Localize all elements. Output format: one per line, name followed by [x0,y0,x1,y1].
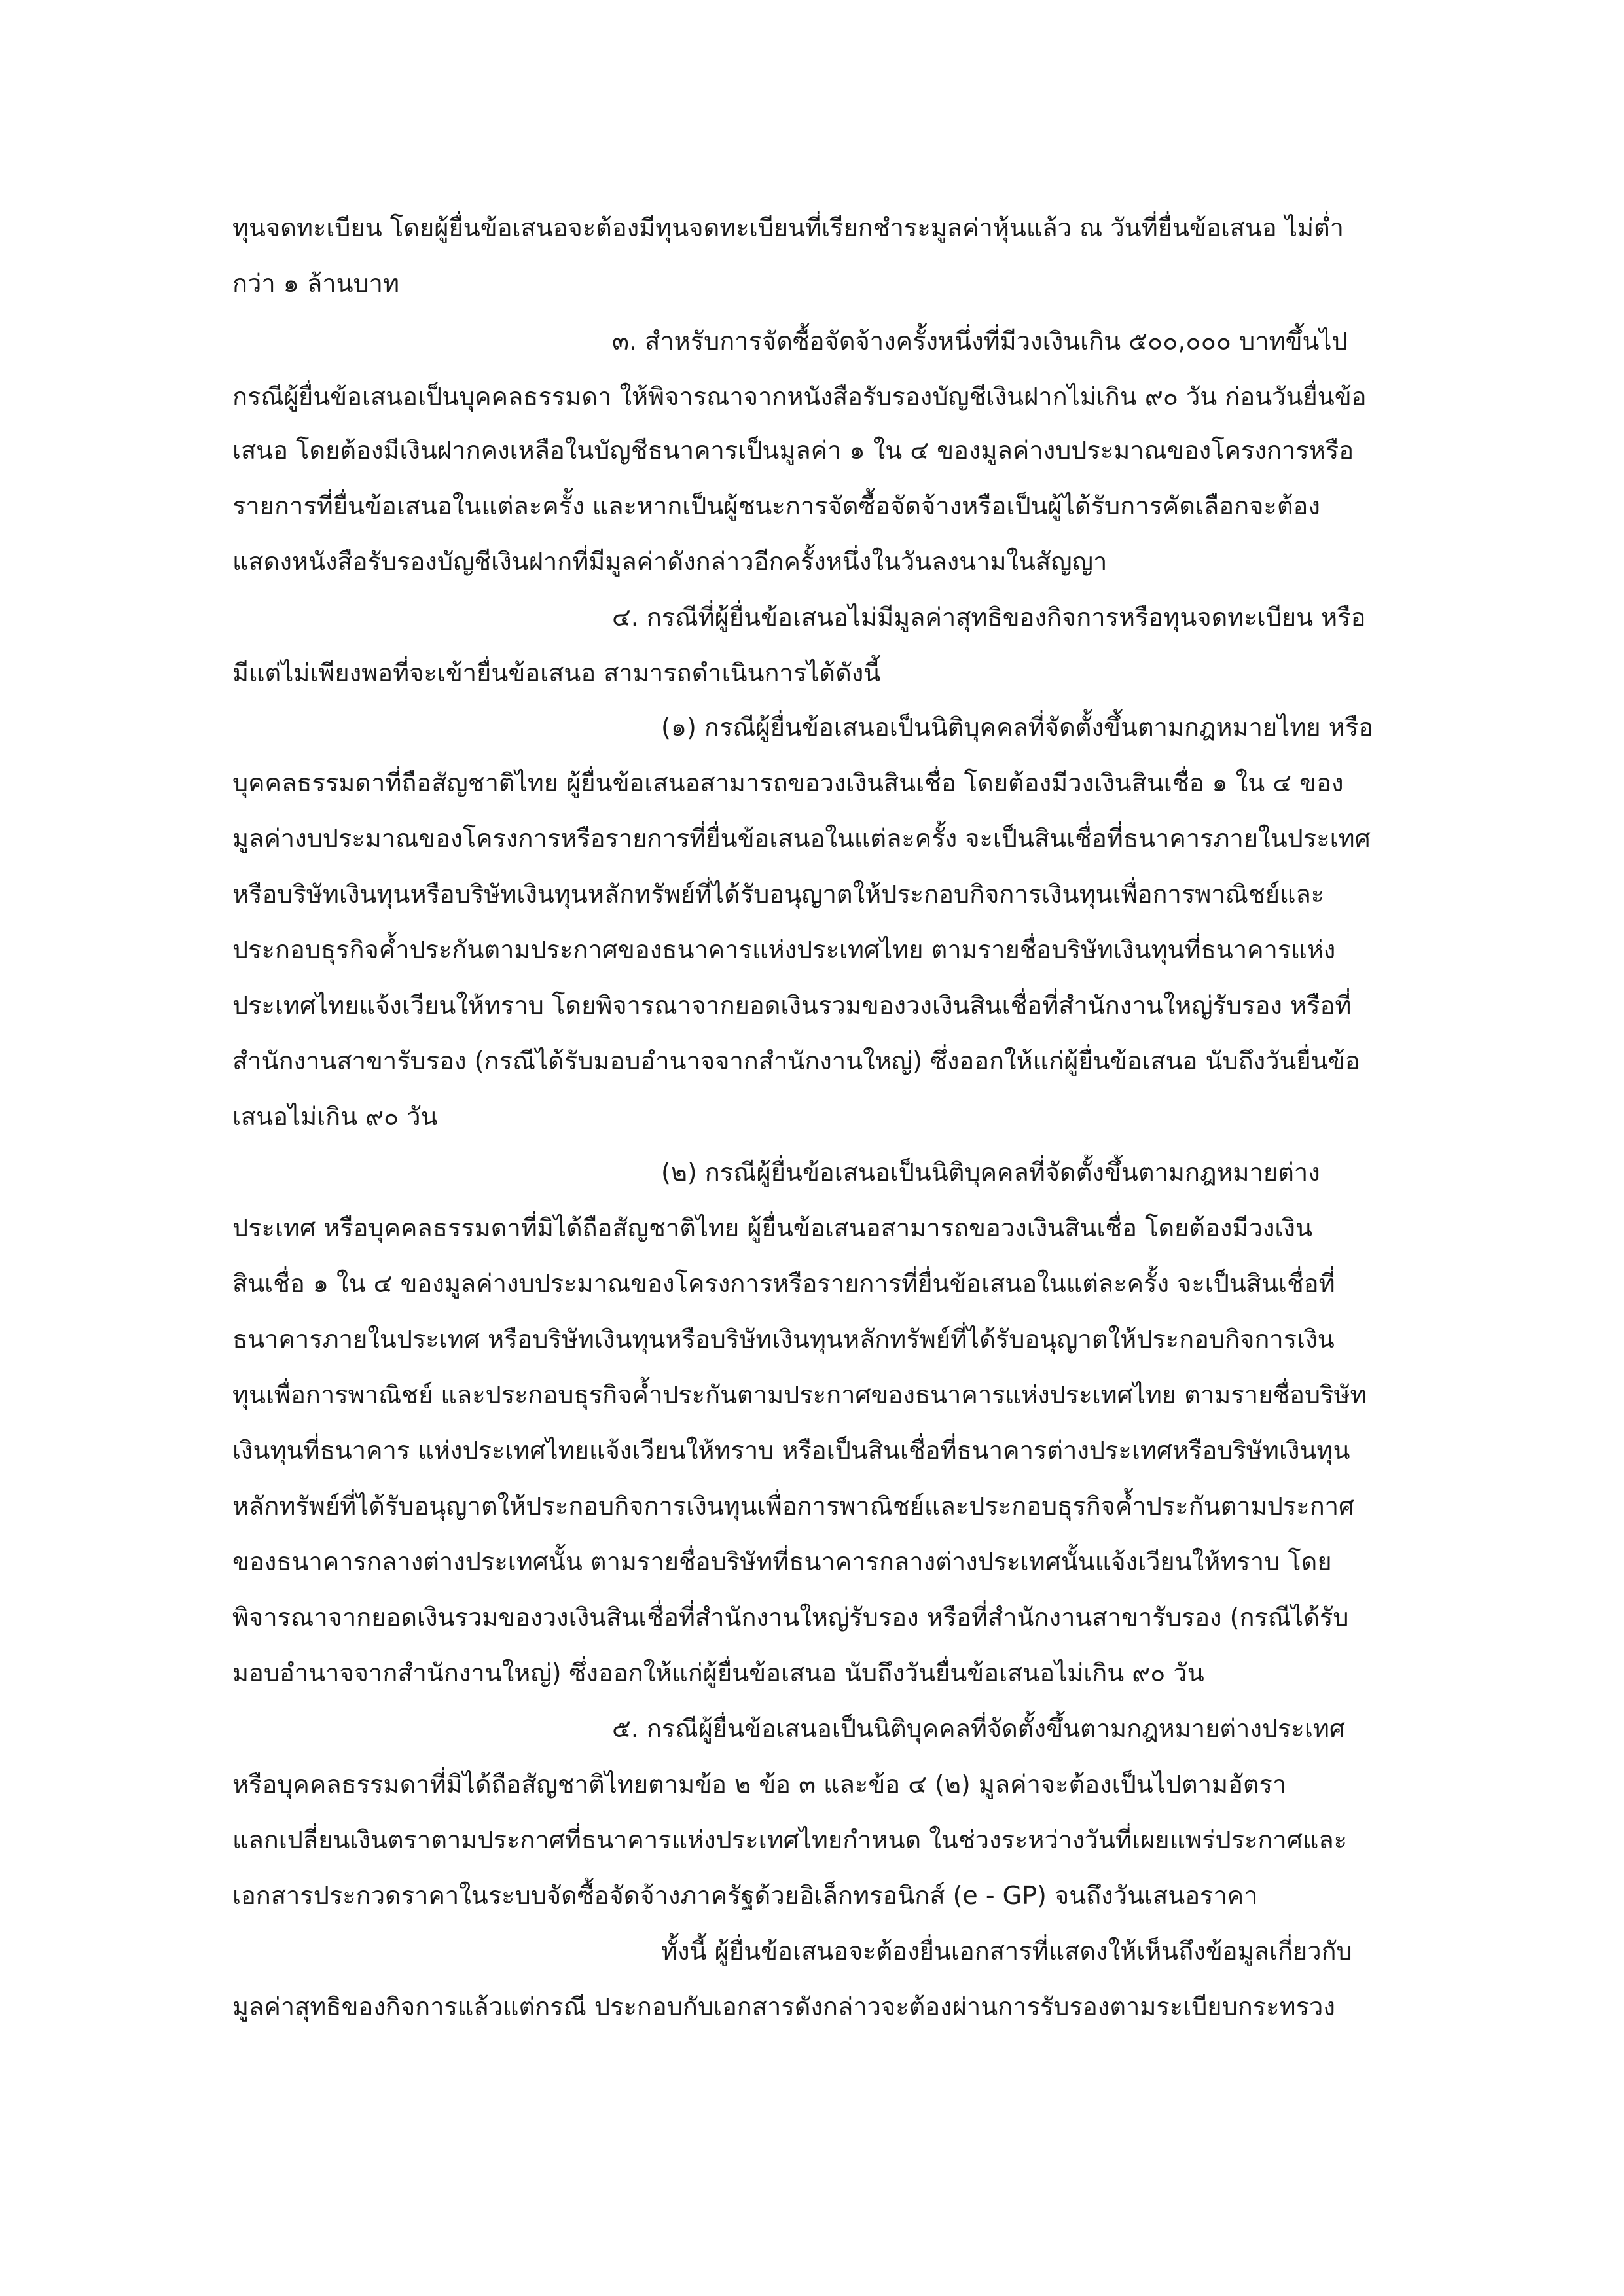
subsection-4-2-heading: (๒) กรณีผู้ยื่นข้อเสนอเป็นนิติบุคคลที่จัดตั้งขึ้นตามกฎหมายต่าง [661,1158,1320,1187]
text-line: หลักทรัพย์ที่ได้รับอนุญาตให้ประกอบกิจการเงินทุนเพื่อการพาณิชย์และประกอบธุรกิจค้ำประกันตามประกาศ [232,1492,1355,1520]
text-line: บุคคลธรรมดาที่ถือสัญชาติไทย ผู้ยื่นข้อเสนอสามารถขอวงเงินสินเชื่อ โดยต้องมีวงเงินสินเชื่อ ๑ ใน ๔ ของ [232,768,1344,797]
text-line: มีแต่ไม่เพียงพอที่จะเข้ายื่นข้อเสนอ สามารถดำเนินการได้ดังนี้ [232,658,881,687]
text-line: สินเชื่อ ๑ ใน ๔ ของมูลค่างบประมาณของโครงการหรือรายการที่ยื่นข้อเสนอในแต่ละครั้ง จะเป็นสินเชื่อที่ [232,1269,1335,1298]
text-line: มอบอำนาจจากสำนักงานใหญ่) ซึ่งออกให้แก่ผู้ยื่นข้อเสนอ นับถึงวันยื่นข้อเสนอไม่เกิน ๙๐ วัน [232,1659,1204,1687]
text-line: เสนอไม่เกิน ๙๐ วัน [232,1102,438,1131]
text-line: กรณีผู้ยื่นข้อเสนอเป็นบุคคลธรรมดา ให้พิจารณาจากหนังสือรับรองบัญชีเงินฝากไม่เกิน ๙๐ วัน ก่อนวันยื่นข้อ [232,382,1367,411]
text-line: ทุนเพื่อการพาณิชย์ และประกอบธุรกิจค้ำประกันตามประกาศของธนาคารแห่งประเทศไทย ตามรายชื่อบริษัท [232,1380,1367,1409]
text-line: แสดงหนังสือรับรองบัญชีเงินฝากที่มีมูลค่าดังกล่าวอีกครั้งหนึ่งในวันลงนามในสัญญา [232,547,1108,576]
section-5-heading: ๕. กรณีผู้ยื่นข้อเสนอเป็นนิติบุคคลที่จัดตั้งขึ้นตามกฎหมายต่างประเทศ [612,1714,1345,1743]
text-line: กว่า ๑ ล้านบาท [232,269,400,298]
text-line: มูลค่างบประมาณของโครงการหรือรายการที่ยื่นข้อเสนอในแต่ละครั้ง จะเป็นสินเชื่อที่ธนาคารภายในประเทศ [232,824,1371,853]
section-4-heading: ๔. กรณีที่ผู้ยื่นข้อเสนอไม่มีมูลค่าสุทธิของกิจการหรือทุนจดทะเบียน หรือ [612,603,1366,632]
text-line: เงินทุนที่ธนาคาร แห่งประเทศไทยแจ้งเวียนให้ทราบ หรือเป็นสินเชื่อที่ธนาคารต่างประเทศหรือบริษัทเงินทุน [232,1436,1350,1465]
text-line: ประกอบธุรกิจค้ำประกันตามประกาศของธนาคารแห่งประเทศไทย ตามรายชื่อบริษัทเงินทุนที่ธนาคารแห่ง [232,935,1336,964]
text-line: มูลค่าสุทธิของกิจการแล้วแต่กรณี ประกอบกับเอกสารดังกล่าวจะต้องผ่านการรับรองตามระเบียบกระทรวง [232,1992,1335,2021]
text-line: เอกสารประกวดราคาในระบบจัดซื้อจัดจ้างภาครัฐด้วยอิเล็กทรอนิกส์ (e - GP) จนถึงวันเสนอราคา [232,1881,1258,1910]
text-line: หรือบุคคลธรรมดาที่มิได้ถือสัญชาติไทยตามข้อ ๒ ข้อ ๓ และข้อ ๔ (๒) มูลค่าจะต้องเป็นไปตามอัตรา [232,1770,1287,1799]
text-line: ประเทศไทยแจ้งเวียนให้ทราบ โดยพิจารณาจากยอดเงินรวมของวงเงินสินเชื่อที่สำนักงานใหญ่รับรอง หรือที่ [232,991,1352,1020]
text-line: เสนอ โดยต้องมีเงินฝากคงเหลือในบัญชีธนาคารเป็นมูลค่า ๑ ใน ๔ ของมูลค่างบประมาณของโครงการหรือ [232,436,1354,465]
text-line: สำนักงานสาขารับรอง (กรณีได้รับมอบอำนาจจากสำนักงานใหญ่) ซึ่งออกให้แก่ผู้ยื่นข้อเสนอ นับถึงวันยื่นข้อ [232,1047,1360,1075]
text-line: หรือบริษัทเงินทุนหรือบริษัทเงินทุนหลักทรัพย์ที่ได้รับอนุญาตให้ประกอบกิจการเงินทุนเพื่อการพาณิชย์และ [232,880,1325,908]
text-line: แลกเปลี่ยนเงินตราตามประกาศที่ธนาคารแห่งประเทศไทยกำหนด ในช่วงระหว่างวันที่เผยแพร่ประกาศและ [232,1825,1348,1854]
text-line: ทุนจดทะเบียน โดยผู้ยื่นข้อเสนอจะต้องมีทุนจดทะเบียนที่เรียกชำระมูลค่าหุ้นแล้ว ณ วันที่ยื่นข้อเสนอ ไม่ต่ำ [232,213,1344,242]
closing-paragraph-start: ทั้งนี้ ผู้ยื่นข้อเสนอจะต้องยื่นเอกสารที่แสดงให้เห็นถึงข้อมูลเกี่ยวกับ [661,1937,1352,1965]
subsection-4-1-heading: (๑) กรณีผู้ยื่นข้อเสนอเป็นนิติบุคคลที่จัดตั้งขึ้นตามกฎหมายไทย หรือ [661,713,1374,742]
section-3-heading: ๓. สำหรับการจัดซื้อจัดจ้างครั้งหนึ่งที่มีวงเงินเกิน ๕๐๐,๐๐๐ บาทขึ้นไป [612,327,1348,355]
text-line: ของธนาคารกลางต่างประเทศนั้น ตามรายชื่อบริษัทที่ธนาคารกลางต่างประเทศนั้นแจ้งเวียนให้ทราบ โดย [232,1547,1332,1576]
text-line: ประเทศ หรือบุคคลธรรมดาที่มิได้ถือสัญชาติไทย ผู้ยื่นข้อเสนอสามารถขอวงเงินสินเชื่อ โดยต้องมีวงเงิน [232,1213,1312,1242]
text-line: รายการที่ยื่นข้อเสนอในแต่ละครั้ง และหากเป็นผู้ชนะการจัดซื้อจัดจ้างหรือเป็นผู้ได้รับการคัดเลือกจะต้อง [232,492,1320,520]
text-line: พิจารณาจากยอดเงินรวมของวงเงินสินเชื่อที่สำนักงานใหญ่รับรอง หรือที่สำนักงานสาขารับรอง (กรณีได้รับ [232,1603,1349,1632]
text-line: ธนาคารภายในประเทศ หรือบริษัทเงินทุนหรือบริษัทเงินทุนหลักทรัพย์ที่ได้รับอนุญาตให้ประกอบกิจการเงิน [232,1325,1335,1354]
